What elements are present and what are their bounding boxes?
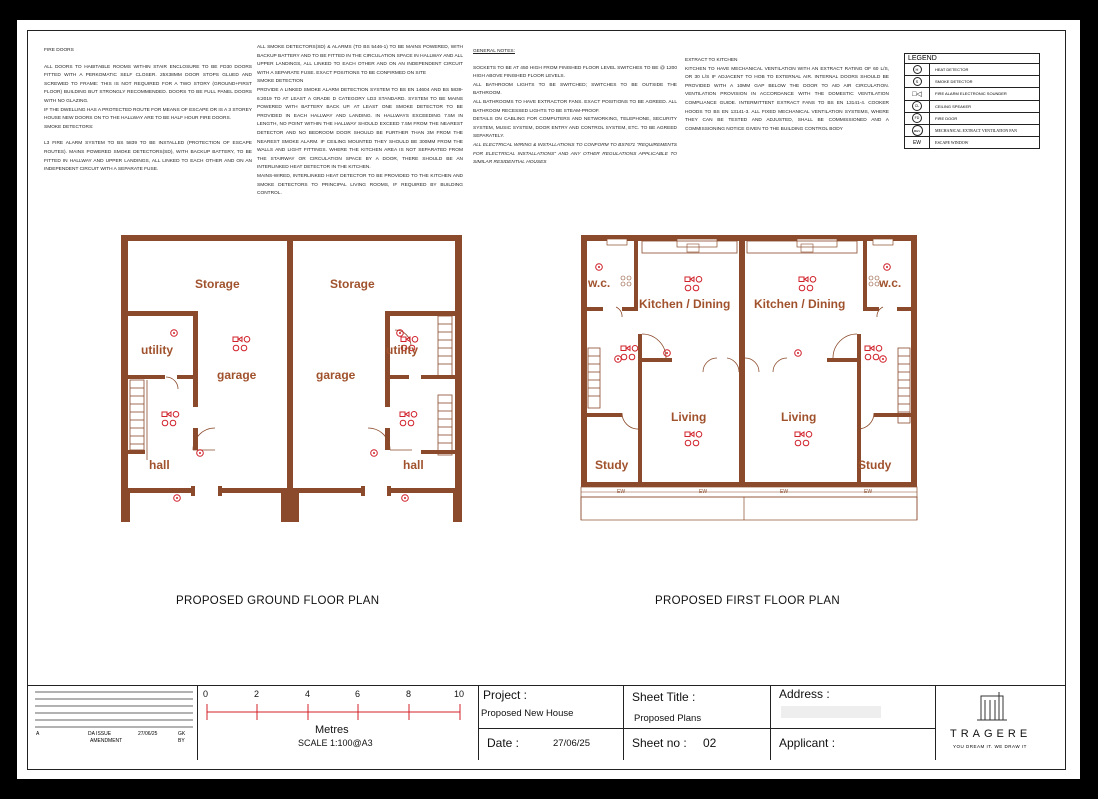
- sheet-title-label: Sheet Title :: [632, 690, 696, 704]
- revision-by: GK: [178, 731, 186, 737]
- room-label: Storage: [330, 277, 375, 291]
- legend-title: LEGEND: [905, 54, 1039, 64]
- ceiling-speaker-icon: CL: [905, 101, 930, 112]
- room-label: utility: [141, 343, 173, 357]
- applicant-label: Applicant :: [779, 736, 836, 750]
- floor-plans-drawing: [17, 20, 1080, 779]
- fire-door-icon: FD: [905, 113, 930, 124]
- by-label: BY: [178, 738, 185, 744]
- escape-window-tag: EW: [617, 489, 626, 495]
- note-heat-detector: MAINS-WIRED, INTERLINKED HEAT DETECTOR TO BE PROVIDED TO THE KITCHEN AND SMOKE DETECTORS TO PRINCIPAL LIVING ROOMS, IF REQUIRED BY BUILDING CONTROL.: [257, 173, 463, 197]
- escape-window-tag: EW: [699, 489, 708, 495]
- date-label: Date :: [487, 736, 520, 750]
- room-label: Living: [671, 410, 707, 424]
- note-bathroom-lights: ALL BATHROOM LIGHTS TO BE SWITCHED; SWITCHES TO BE OUTSIDE THE BATHROOM.: [473, 82, 677, 97]
- note-sockets: SOCKETS TO BE AT 450 HIGH FROM FINISHED FLOOR LEVEL SWITCHES TO BE @ 1200 HIGH ABOVE FINISHED FLOOR LEVELS.: [473, 65, 677, 80]
- scale-tick-label: 4: [305, 689, 311, 699]
- applicant-cell: [771, 729, 936, 760]
- room-label: Living: [781, 410, 817, 424]
- note-smoke-alarms: ALL SMOKE DETECTORS(SD) & ALARMS (TO BS 5446-1) TO BE MAINS POWERED, WITH BACKUP BATTERY AND TO BE FITTED IN THE CIRCULATION SPACE IN HALLWAY AND ALL UPPER LANDINGS, ALL LINKED TO EACH OTHER AND ON AN INDEPENDENT CIRCUIT WITH A SEPARATE FUSE. EXACT POSITIONS TO BE CONFIRMED ON SITE: [257, 45, 463, 76]
- room-label: Kitchen / Dining: [639, 297, 731, 311]
- legend-text: HEAT DETECTOR: [935, 67, 969, 73]
- date-value: 27/06/25: [553, 738, 590, 749]
- ground-floor-title: PROPOSED GROUND FLOOR PLAN: [176, 595, 380, 607]
- scale-block: [198, 686, 479, 760]
- revision-block: [28, 686, 198, 760]
- sheet-no-value: 02: [703, 736, 717, 750]
- project-label: Project :: [483, 688, 528, 702]
- room-label: garage: [217, 368, 257, 382]
- sounder-icon: □◁: [905, 88, 930, 99]
- room-label: w.c.: [879, 276, 902, 290]
- scale-tick-label: 2: [254, 689, 260, 699]
- title-block: [28, 685, 1065, 760]
- address-label: Address :: [779, 687, 830, 701]
- revision-letter: A: [36, 731, 40, 737]
- first-floor-title: PROPOSED FIRST FLOOR PLAN: [655, 595, 840, 607]
- room-label: w.c.: [588, 276, 611, 290]
- note-fire-doors: ALL DOORS TO HABITABLE ROOMS WITHIN STAIR ENCLOSURE TO BE FD30 DOORS FITTED WITH A PERKOMATIC SELF CLOSER. 25X38MM DOOR STOPS GLUED AND SCREWED TO FRAME: THIS IS NOT REQUIRED FOR A TWO STORY (GROUND+FIRST FLOOR) BUILDING BUT STRONGLY RECOMMENDED. DOORS TO BE FULL PANEL DOORS WITH NO GLAZING.: [44, 64, 252, 104]
- revision-desc: DA ISSUE: [88, 731, 112, 737]
- legend-text: SMOKE DETECTOR: [935, 79, 973, 85]
- date-cell: [479, 729, 624, 760]
- scale-text: SCALE 1:100@A3: [298, 738, 373, 748]
- sheet-no-label: Sheet no :: [632, 736, 687, 750]
- legend-text: ESCAPE WINDOW: [935, 140, 969, 146]
- address-redacted: [781, 706, 881, 718]
- heat-detector-icon: H: [905, 64, 930, 75]
- room-label: garage: [316, 368, 356, 382]
- legend-text: FIRE ALARM ELECTRONIC SOUNDER: [935, 91, 1007, 97]
- brand-cell: [936, 686, 1065, 760]
- room-label: utility: [386, 343, 418, 357]
- note-smoke-detection: PROVIDE A LINKED SMOKE ALARM DETECTION SYSTEM TO BS EN 14604 AND BS 5839-6:2019 TO AT LEAST A GRADE D CATEGORY LD3 STANDARD. SYSTEM TO BE MAINS POWERED WITH BATTERY BACK UP. AT LEAST ONE SMOKE DETECTOR TO BE PROVIDED IN EACH HALLWAY AND LANDING. IN HALLWAYS EXCEEDING 7.5M IN LENGTH, NO POINT WITHIN THE HALLWAY SHOULD EXCEED 7.5M FROM THE NEAREST DETECTOR AND NO BEDROOM DOOR SHOULD BE FURTHER THAN 3M FROM THE NEAREST SMOKE ALARM. IF CEILING MOUNTED THEY SHOULD BE 300MM FROM THE WALLS AND LIGHT FITTINGS. WHERE THE KITCHEN AREA IS NOT SEPARATED FROM THE STAIRWAY OR CIRCULATION SPACE BY A DOOR, THERE SHOULD BE AN INTERLINKED HEAT DETECTOR IN THE KITCHEN.: [257, 87, 463, 171]
- room-label: Study: [595, 458, 629, 472]
- sheet-title-cell: [624, 686, 771, 729]
- brand-name: TRAGERE: [950, 728, 1032, 740]
- room-label: hall: [403, 458, 424, 472]
- note-heading-smoke-detectors: SMOKE DETECTORS:: [44, 124, 94, 130]
- escape-window-tag: EW: [780, 489, 789, 495]
- drawing-sheet: [17, 20, 1080, 779]
- first-floor-plan: [581, 235, 917, 520]
- amendment-label: AMENDMENT: [90, 738, 123, 744]
- legend-text: FIRE DOOR: [935, 115, 958, 121]
- note-heading-extract: EXTRACT TO KITCHEN: [685, 58, 738, 63]
- project-value: Proposed New House: [481, 708, 574, 719]
- note-protected-route: IF THE DWELLING HAS A PROTECTED ROUTE FOR MEANS OF ESCAPE OR IS A 3 STOREY HOUSE NEW DOORS ON TO THE HALLWAY ARE TO BE HALF HOUR FIRE DOORS.: [44, 107, 252, 122]
- note-heading-general: GENERAL NOTES:: [473, 49, 515, 54]
- mev-fan-icon: MEV: [905, 125, 930, 136]
- sheet-no-cell: [624, 729, 771, 760]
- note-cabling: DETAILS ON CABLING FOR COMPUTERS AND NETWORKING, TELEPHONE, SECURITY SYSTEM, MUSIC SYSTEM, DOOR ENTRY AND CONTROL SYSTEM, ETC. TO BE AGREED SEPARATELY.: [473, 117, 677, 140]
- note-kitchen-extract: KITCHEN TO HAVE MECHANICAL VENTILATION WITH AN EXTRACT RATING OF 60 L/S, OR 30 L/S IF ADJACENT TO HOB TO EXTERNAL AIR. INTERNAL DOORS SHOULD BE PROVIDED WITH A 10MM GAP BELOW THE DOOR TO AID AIR CIRCULATION. VENTILATION PROVISION IN ACCORDANCE WITH THE DOMESTIC VENTILATION COMPLIANCE GUIDE. INTERMITTENT EXTRACT FANS TO BS EN 13141-4. COOKER HOODS TO BS EN 13141-3. ALL FIXED MECHANICAL VENTILATION SYSTEMS, WHERE THEY CAN BE TESTED AND ADJUSTED, SHALL BE COMMISSIONED AND A COMMISSIONING NOTICE GIVEN TO THE BUILDING CONTROL BODY: [685, 66, 889, 132]
- scale-tick-label: 0: [203, 689, 209, 699]
- brand-tagline: YOU DREAM IT. WE DRAW IT: [953, 744, 1027, 749]
- escape-window-icon: EW: [905, 137, 930, 148]
- legend-text: CEILING SPEAKER: [935, 103, 972, 109]
- legend-text: MECHANICAL EXTRACT VENTILATION FAN: [935, 128, 1017, 134]
- room-label: Storage: [195, 277, 240, 291]
- scale-tick-label: 6: [355, 689, 361, 699]
- scale-tick-label: 8: [406, 689, 412, 699]
- note-heading-fire-doors: FIRE DOORS: [44, 48, 74, 53]
- note-heading-smoke-detection: SMOKE DETECTION: [257, 79, 304, 85]
- revision-date: 27/06/25: [138, 731, 158, 737]
- room-label: hall: [149, 458, 170, 472]
- project-cell: [479, 686, 624, 729]
- scale-tick-label: 10: [454, 689, 465, 699]
- note-l3-fire-alarm: L3 FIRE ALARM SYSTEM TO BS 5839 TO BE INSTALLED (PROTECTION OF ESCAPE ROUTES). MAINS POWERED SMOKE DETECTORS(SD), WITH BACKUP BATTERY, TO BE FITTED IN HALLWAY AND UPPER LANDINGS, ALL LINKED TO EACH OTHER AND ON AN INDEPENDENT CIRCUIT WITH A SEPARATE FUSE.: [44, 141, 252, 173]
- room-label: Study: [858, 458, 892, 472]
- note-extractor-fans: ALL BATHROOMS TO HAVE EXTRACTOR FANS. EXACT POSITIONS TO BE AGREED. ALL BATHROOM RECESSED LIGHTS TO BE STEAM-PROOF.: [473, 99, 677, 114]
- note-bs7671: ALL ELECTRICAL WIRING & INSTALLATIONS TO CONFORM TO BS7671 "REQUIREMENTS FOR ELECTRICAL INSTALLATIONS" AND ANY OTHER REGULATIONS APPLICABLE TO SIMILAR RESIDENTIAL HOUSES: [473, 142, 677, 166]
- escape-window-tag: EW: [864, 489, 873, 495]
- address-cell: [771, 686, 936, 729]
- smoke-detector-icon: S: [905, 76, 930, 87]
- sheet-title-value: Proposed Plans: [634, 713, 702, 724]
- room-label: Kitchen / Dining: [754, 297, 846, 311]
- scale-unit: Metres: [315, 724, 349, 736]
- ground-floor-plan: [121, 235, 462, 522]
